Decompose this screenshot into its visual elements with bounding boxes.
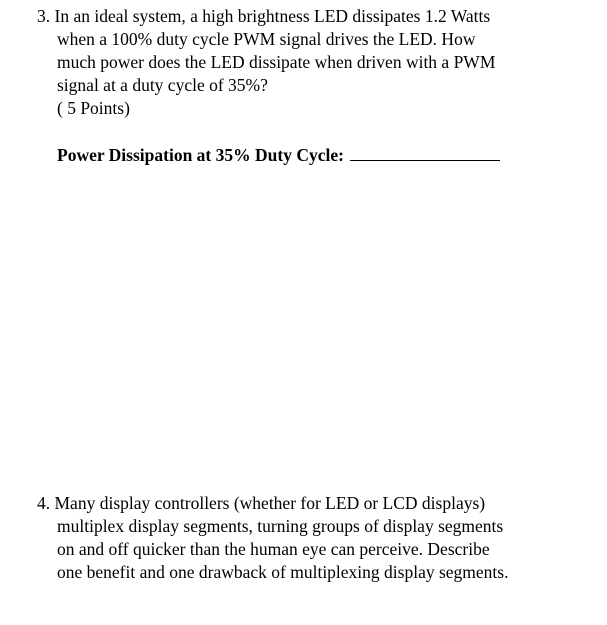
question-3-line-3: much power does the LED dissipate when driven with a PWM	[57, 52, 496, 72]
question-4-line-4: one benefit and one drawback of multiplexing display segments.	[57, 562, 509, 582]
answer-label: Power Dissipation at 35% Duty Cycle:	[57, 145, 344, 165]
question-3-line-4: signal at a duty cycle of 35%?	[57, 75, 268, 95]
question-3-points: ( 5 Points)	[57, 98, 130, 118]
question-4-line-3: on and off quicker than the human eye can perceive. Describe	[57, 539, 490, 559]
answer-row	[57, 143, 500, 167]
answer-blank-field[interactable]	[350, 143, 500, 161]
question-3-line-2: when a 100% duty cycle PWM signal drives the LED. How	[57, 29, 476, 49]
question-4-line-2: multiplex display segments, turning groups of display segments	[57, 516, 504, 536]
question-4-line-1: 4. Many display controllers (whether for LED or LCD displays)	[37, 493, 486, 513]
question-3-line-1: 3. In an ideal system, a high brightness LED dissipates 1.2 Watts	[37, 6, 491, 26]
